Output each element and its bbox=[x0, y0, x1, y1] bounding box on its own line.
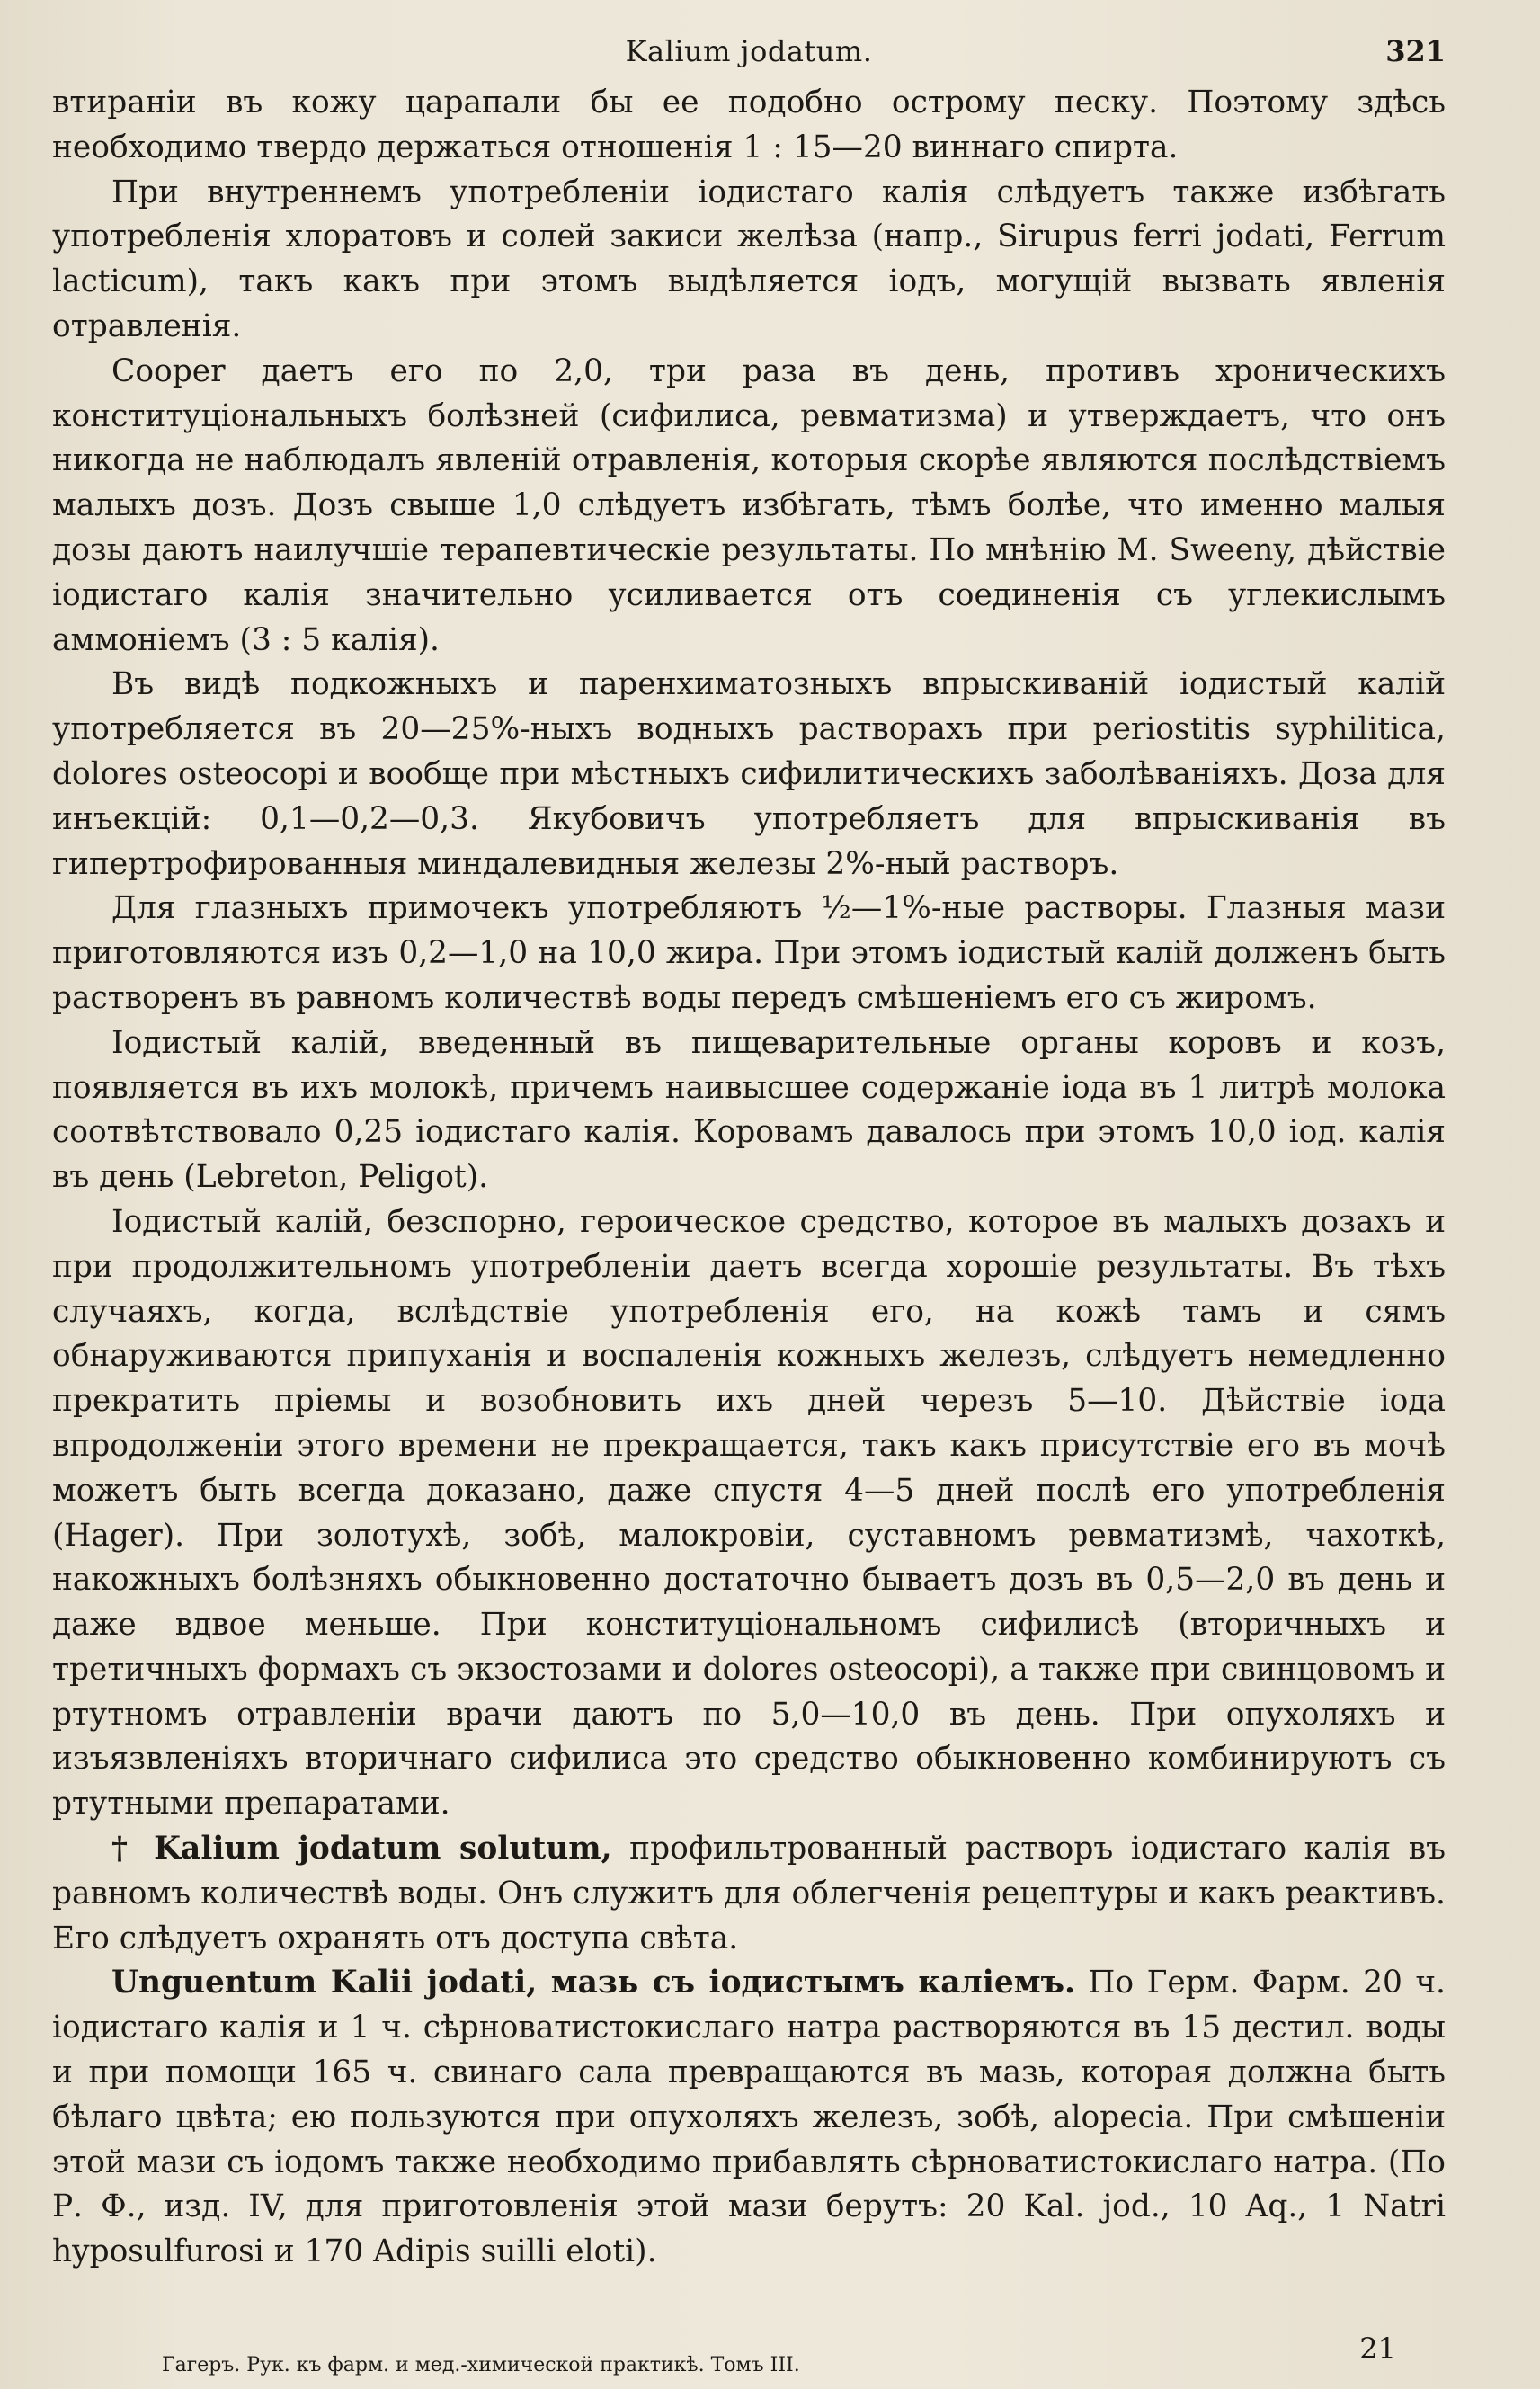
paragraph-2: При внутреннемъ употребленіи іодистаго калія слѣдуетъ также избѣгать употребленія хлоратовъ и солей закиси желѣза (напр., Sirupus ferri jodati, Ferrum lacticum), такъ какъ при этомъ выдѣляется іодъ, могущій вызвать явленія отравленія. bbox=[52, 174, 1446, 344]
ointment-entry bbox=[52, 1961, 1446, 2275]
publication-line: Гагеръ. Рук. къ фарм. и мед.-химической практикѣ. Томъ III. bbox=[162, 2354, 800, 2376]
paragraph-1: втираніи въ кожу царапали бы ее подобно острому песку. Поэтому здѣсь необходимо твердо держаться отношенія 1 : 15—20 виннаго спирта. bbox=[52, 85, 1446, 165]
solution-text: профильтрованный растворъ іодистаго калія въ равномъ количествѣ воды. Онъ служитъ для облегченія рецептуры и какъ реактивъ. Его слѣдуетъ охранять отъ доступа свѣта. bbox=[52, 1831, 1446, 1957]
solution-heading: † Kalium jodatum solutum, bbox=[111, 1831, 612, 1868]
paragraph-6: Іодистый калій, введенный въ пищеварительные органы коровъ и козъ, появляется въ ихъ молокѣ, причемъ наивысшее содержаніе іода въ 1 литрѣ молока соотвѣтствовало 0,25 іодистаго калія. Коровамъ давалось при этомъ 10,0 іод. калія въ день (Lebreton, Peligot). bbox=[52, 1024, 1446, 1196]
running-title: Kalium jodatum. bbox=[625, 34, 873, 68]
ointment-text: По Герм. Фарм. 20 ч. іодистаго калія и 1 ч. сѣрноватистокислаго натра растворяются въ 15 дестил. воды и при помощи 165 ч. свинаго сала превращаются въ мазь, которая должна быть бѣлаго цвѣта; ею пользуются при опухоляхъ железъ, зобѣ, alopecia. При смѣшеніи этой мази съ іодомъ также необходимо прибавлять сѣрноватистокислаго натра. (По Р. Ф., изд. IV, для приготовленія этой мази берутъ: 20 Kal. jod., 10 Aq., 1 Natri hyposulfurosi и 170 Adipis suilli eloti). bbox=[52, 1965, 1446, 2270]
signature-number: 21 bbox=[1359, 2331, 1396, 2366]
paragraph-7: Іодистый калій, безспорно, героическое средство, которое въ малыхъ дозахъ и при продолжительномъ употребленіи даетъ всегда хорошіе результаты. Въ тѣхъ случаяхъ, когда, вслѣдствіе употребленія его, на кожѣ тамъ и сямъ обнаруживаются припуханія и воспаленія кожныхъ железъ, слѣдуетъ немедленно прекратить пріемы и возобновить ихъ дней черезъ 5—10. Дѣйствіе іода впродолженіи этого времени не прекращается, такъ какъ присутствіе его въ мочѣ можетъ быть всегда доказано, даже спустя 4—5 дней послѣ его употребленія (Hager). При золотухѣ, зобѣ, малокровіи, суставномъ ревматизмѣ, чахоткѣ, накожныхъ болѣзняхъ обыкновенно достаточно бываетъ дозъ въ 0,5—2,0 въ день и даже вдвое меньше. При конституціональномъ сифилисѣ (вторичныхъ и третичныхъ формахъ съ экзостозами и dolores osteocopi), а также при свинцовомъ и ртутномъ отравленіи врачи даютъ по 5,0—10,0 въ день. При опухоляхъ и изъязвленіяхъ вторичнаго сифилиса это средство обыкновенно комбинируютъ съ ртутными препаратами. bbox=[52, 1203, 1446, 1823]
page-footer bbox=[162, 2331, 1396, 2376]
page-number: 321 bbox=[1385, 34, 1446, 68]
ointment-heading: Unguentum Kalii jodati, мазь съ іодистымъ каліемъ. bbox=[111, 1965, 1075, 2001]
paragraph-3: Cooper даетъ его по 2,0, три раза въ день, противъ хроническихъ конституціональныхъ болѣзней (сифилиса, ревматизма) и утверждаетъ, что онъ никогда не наблюдалъ явленій отравленія, которыя скорѣе являются послѣдствіемъ малыхъ дозъ. Дозъ свыше 1,0 слѣдуетъ избѣгать, тѣмъ болѣе, что именно малыя дозы даютъ наилучшіе терапевтическіе результаты. По мнѣнію M. Sweeny, дѣйствіе іодистаго калія значительно усиливается отъ соединенія съ углекислымъ аммоніемъ (3 : 5 калія). bbox=[52, 352, 1446, 658]
solution-entry bbox=[52, 1827, 1446, 1961]
paragraph-5: Для глазныхъ примочекъ употребляютъ ½—1%-ные растворы. Глазныя мази приготовляются изъ 0,2—1,0 на 10,0 жира. При этомъ іодистый калій долженъ быть растворенъ въ равномъ количествѣ воды передъ смѣшеніемъ его съ жиромъ. bbox=[52, 890, 1446, 1016]
body-text bbox=[52, 81, 1446, 2275]
paragraph-4: Въ видѣ подкожныхъ и паренхиматозныхъ впрыскиваній іодистый калій употребляется въ 20—25%-ныхъ водныхъ растворахъ при periostitis syphilitica, dolores osteocopi и вообще при мѣстныхъ сифилитическихъ заболѣваніяхъ. Доза для инъекцій: 0,1—0,2—0,3. Якубовичъ употребляетъ для впрыскиванія въ гипертрофированныя миндалевидныя железы 2%-ный растворъ. bbox=[52, 666, 1446, 882]
page-header bbox=[52, 34, 1446, 81]
